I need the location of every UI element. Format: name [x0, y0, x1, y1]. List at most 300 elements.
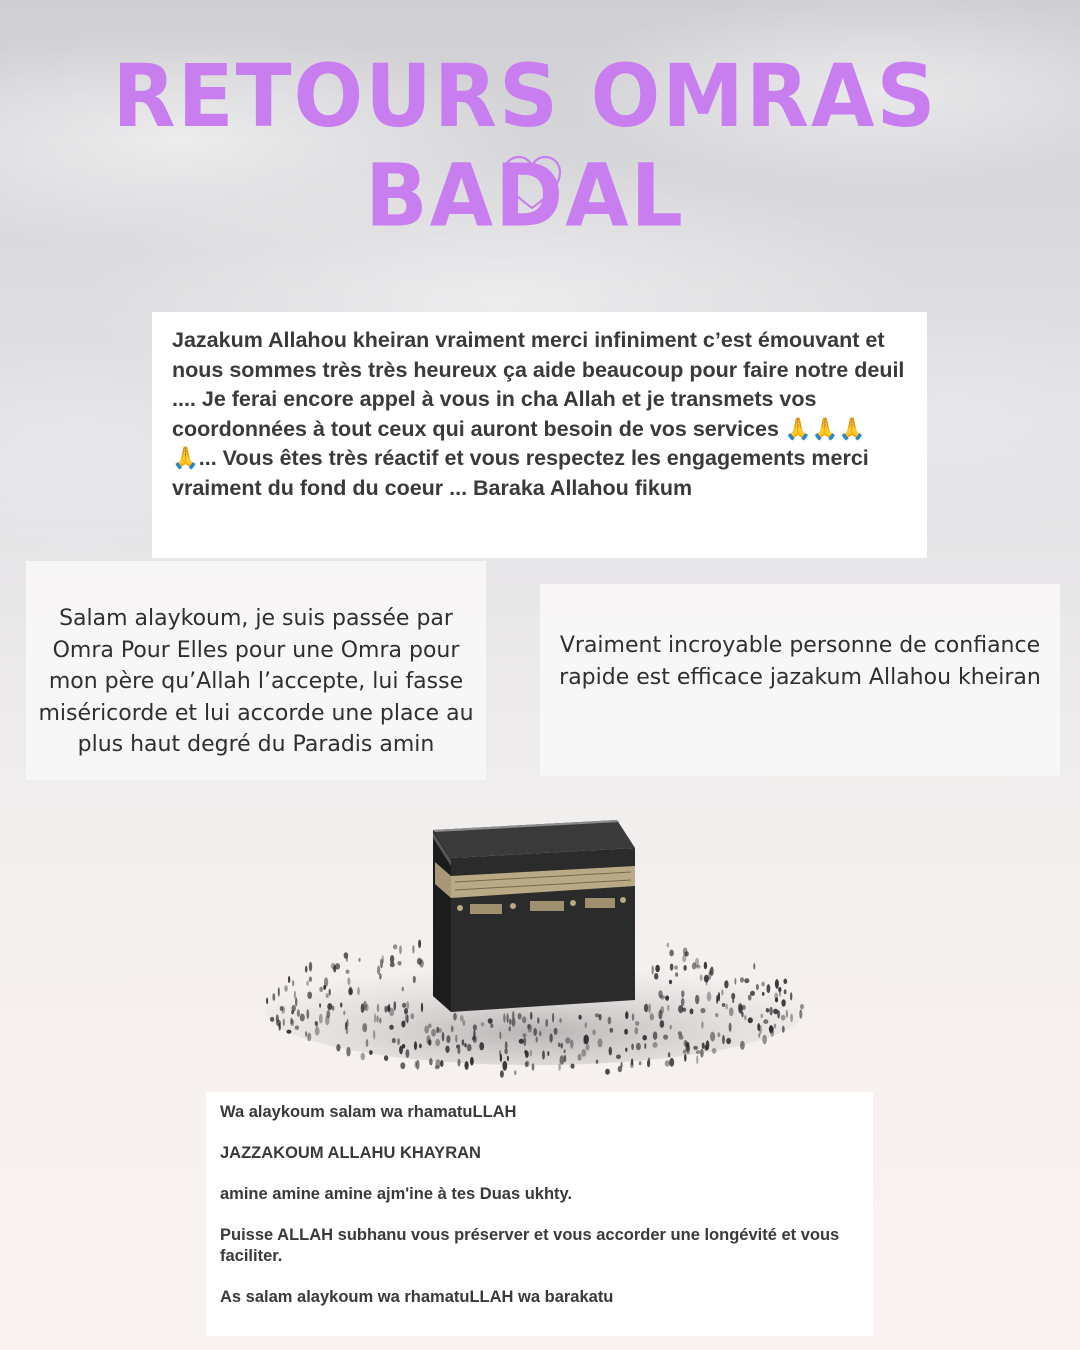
crowd-figure [679, 1035, 684, 1040]
crowd-figure [560, 1055, 565, 1065]
crowd-figure [554, 1028, 558, 1035]
crowd-figure [464, 1061, 468, 1070]
crowd-figure [667, 943, 670, 948]
crowd-figure [309, 977, 312, 982]
crowd-figure [759, 1025, 762, 1035]
crowd-figure [684, 1040, 688, 1046]
crowd-figure [429, 1058, 433, 1065]
crowd-figure [421, 1003, 423, 1013]
crowd-figure [744, 1015, 746, 1020]
testimonial-top-text: Jazakum Allahou kheiran vraiment merci infiniment c’est émouvant et nous sommes très très heureux ça aide beaucoup pour faire notre deuil .... Je ferai encore appel à vous in cha Allah et je transmets vos coordonnées à tout ceux qui auront besoin de vos services 🙏🙏🙏🙏... Vous êtes très réactif et vous respectez les engagements merci vraiment du fond du coeur ... Baraka Allahou fikum [172, 328, 905, 500]
testimonial-card-top [152, 312, 927, 558]
crowd-figure [595, 1013, 600, 1017]
reply-line-5: As salam alaykoum wa rhamatuLLAH wa barakatu [220, 1288, 614, 1306]
crowd-figure [390, 955, 394, 963]
crowd-figure [655, 965, 660, 972]
crowd-figure [419, 959, 423, 967]
crowd-figure [696, 1050, 700, 1054]
crowd-figure [674, 965, 678, 970]
crowd-figure [387, 1005, 390, 1012]
crowd-figure [635, 1021, 640, 1026]
crowd-figure [799, 1009, 802, 1019]
crowd-figure [524, 1050, 527, 1054]
crowd-figure [402, 987, 404, 992]
crowd-figure [376, 1015, 378, 1022]
crowd-figure [690, 1008, 694, 1014]
crowd-figure [558, 1063, 561, 1071]
crowd-figure [654, 973, 658, 980]
page-title: RETOURS OMRAS BADAL [112, 47, 938, 247]
crowd-figure [472, 1036, 475, 1040]
crowd-figure [435, 1039, 440, 1046]
crowd-figure [726, 1038, 731, 1044]
crowd-figure [446, 1035, 450, 1043]
crowd-figure [684, 1054, 686, 1062]
crowd-figure [608, 1017, 612, 1025]
crowd-figure [315, 1027, 320, 1036]
crowd-figure [344, 952, 349, 958]
crowd-figure [377, 1004, 379, 1012]
crowd-figure [505, 1041, 508, 1049]
crowd-figure [503, 1013, 505, 1022]
crowd-figure [345, 1022, 347, 1030]
crowd-figure [774, 1024, 776, 1029]
crowd-figure [621, 1062, 623, 1068]
crowd-figure [369, 1050, 373, 1055]
crowd-figure [380, 959, 383, 969]
crowd-figure [377, 966, 380, 975]
crowd-figure [729, 1023, 732, 1032]
crowd-figure [412, 945, 414, 954]
crowd-figure [665, 1060, 670, 1066]
crowd-figure [393, 944, 398, 949]
crowd-figure [445, 1046, 449, 1053]
crowd-figure [652, 1042, 657, 1048]
crowd-figure [722, 1035, 725, 1045]
crowd-figure [709, 968, 711, 975]
crowd-figure [392, 1038, 396, 1043]
crowd-figure [696, 1055, 698, 1064]
crowd-figure [631, 1044, 634, 1050]
crowd-figure [584, 1035, 589, 1045]
kaaba-illustration [255, 800, 815, 1090]
crowd-figure [400, 1062, 405, 1069]
crowd-figure [542, 1050, 545, 1059]
crowd-figure [570, 1064, 574, 1069]
crowd-figure [509, 1026, 511, 1031]
crowd-figure [470, 1057, 474, 1066]
crowd-figure [578, 1015, 581, 1020]
crowd-figure [700, 1049, 704, 1058]
crowd-figure [712, 1048, 717, 1054]
crowd-figure [399, 945, 402, 954]
crowd-figure [670, 964, 674, 971]
testimonial-card-left [26, 561, 486, 780]
crowd-figure [715, 1013, 718, 1017]
crowd-figure [578, 1054, 582, 1061]
crowd-figure [319, 1014, 323, 1024]
crowd-figure [559, 1018, 562, 1023]
crowd-figure [744, 978, 749, 983]
crowd-figure [547, 1051, 549, 1056]
crowd-figure [670, 1025, 672, 1030]
crowd-figure [402, 1003, 406, 1008]
heart-outline-icon [500, 152, 564, 216]
crowd-figure [760, 1014, 763, 1019]
crowd-figure [324, 977, 328, 987]
crowd-figure [710, 1032, 715, 1042]
crowd-figure [319, 1003, 321, 1008]
crowd-figure [532, 1063, 535, 1071]
crowd-figure [467, 1044, 472, 1051]
crowd-figure [692, 962, 696, 969]
crowd-figure [366, 1039, 369, 1047]
crowd-figure [740, 977, 744, 983]
crowd-figure [329, 989, 331, 996]
crowd-figure [363, 1001, 367, 1011]
crowd-figure [462, 1039, 465, 1045]
crowd-figure [406, 1001, 409, 1009]
crowd-figure [384, 1006, 387, 1013]
crowd-figure [596, 1060, 599, 1064]
crowd-figure [527, 1024, 530, 1029]
crowd-figure [336, 1044, 340, 1051]
crowd-figure [326, 1010, 330, 1018]
crowd-figure [770, 1027, 774, 1037]
crowd-figure [286, 1030, 291, 1034]
crowd-figure [397, 961, 401, 966]
crowd-figure [305, 966, 308, 973]
crowd-figure [800, 1004, 804, 1009]
crowd-figure [762, 992, 765, 996]
crowd-figure [379, 1018, 381, 1024]
crowd-figure [644, 1004, 648, 1013]
crowd-figure [530, 1012, 532, 1020]
crowd-figure [349, 986, 352, 994]
crowd-figure [410, 1013, 414, 1019]
crowd-figure [358, 958, 360, 962]
crowd-figure [704, 1045, 708, 1051]
crowd-figure [683, 1050, 686, 1054]
crowd-figure [545, 1019, 548, 1027]
crowd-figure [700, 974, 703, 981]
crowd-figure [502, 1061, 507, 1071]
crowd-figure [295, 997, 297, 1006]
crowd-figure [499, 1031, 501, 1039]
crowd-figure [319, 987, 323, 992]
crowd-figure [781, 999, 785, 1006]
crowd-figure [742, 1005, 746, 1010]
crowd-figure [362, 1023, 367, 1032]
crowd-figure [440, 1060, 443, 1067]
crowd-figure [306, 981, 308, 986]
crowd-figure [702, 1043, 705, 1049]
crowd-figure [343, 1011, 345, 1016]
crowd-figure [327, 1003, 332, 1010]
crowd-figure [564, 1055, 566, 1062]
crowd-figure [790, 1014, 793, 1023]
crowd-figure [616, 1055, 621, 1060]
crowd-figure [539, 1031, 541, 1036]
crowd-figure [389, 1025, 394, 1030]
crowd-figure [346, 970, 350, 974]
crowd-figure [428, 1039, 431, 1045]
crowd-figure [565, 1037, 570, 1044]
crowd-figure [284, 985, 288, 992]
crowd-figure [307, 992, 312, 999]
crowd-figure [379, 973, 381, 980]
crowd-figure [512, 1018, 516, 1027]
crowd-figure [786, 1010, 788, 1018]
crowd-figure [457, 1048, 460, 1054]
crowd-figure [636, 1043, 641, 1051]
crowd-figure [707, 992, 712, 1002]
crowd-figure [782, 1026, 785, 1033]
crowd-figure [570, 1039, 573, 1048]
crowd-figure [773, 1009, 778, 1015]
crowd-figure [473, 1024, 477, 1030]
crowd-figure [500, 1054, 502, 1062]
crowd-figure [718, 992, 720, 1001]
crowd-figure [722, 1003, 725, 1007]
crowd-figure [631, 1058, 633, 1065]
crowd-figure [297, 1009, 300, 1017]
crowd-figure [669, 950, 674, 957]
crowd-figure [783, 979, 787, 985]
crowd-figure [347, 977, 350, 985]
crowd-figure [784, 989, 787, 994]
crowd-figure [397, 1038, 400, 1045]
crowd-figure [775, 979, 779, 989]
crowd-figure [625, 1011, 628, 1019]
testimonial-left-text: Salam alaykoum, je suis passée par Omra Pour Elles pour une Omra pour mon père qu’Allah l’accepte, lui fasse miséricorde et lui accorde une place au plus haut degré du Paradis amin [38, 606, 474, 757]
crowd-figure [270, 1017, 274, 1022]
crowd-figure [704, 962, 707, 970]
crowd-figure [665, 995, 669, 1000]
crowd-figure [667, 1005, 669, 1011]
crowd-figure [658, 1010, 662, 1020]
crowd-figure [522, 1016, 526, 1023]
crowd-figure [781, 1015, 786, 1021]
crowd-figure [295, 1026, 299, 1030]
crowd-figure [669, 1058, 674, 1067]
crowd-figure [648, 1003, 651, 1013]
crowd-figure [290, 1018, 292, 1025]
crowd-figure [660, 995, 665, 999]
crowd-figure [766, 1008, 770, 1013]
crowd-figure [479, 1042, 484, 1050]
crowd-figure [561, 1043, 564, 1049]
crowd-figure [748, 995, 752, 1001]
crowd-figure [266, 998, 268, 1005]
reply-line-2: JAZZAKOUM ALLAHU KHAYRAN [220, 1144, 481, 1162]
crowd-figure [748, 1017, 753, 1023]
crowd-figure [431, 1029, 436, 1037]
crowd-figure [653, 1032, 658, 1040]
crowd-figure [558, 1043, 561, 1048]
crowd-figure [762, 1035, 767, 1045]
crowd-figure [507, 1013, 509, 1023]
crowd-figure [678, 1005, 683, 1013]
crowd-figure [490, 1023, 493, 1028]
crowd-figure [332, 1006, 334, 1011]
crowd-figure [732, 998, 734, 1003]
crowd-figure [340, 1003, 342, 1008]
crowd-figure [663, 1035, 668, 1040]
crowd-figure [500, 1070, 504, 1078]
crowd-figure [592, 1029, 596, 1035]
crowd-figure [413, 976, 416, 983]
crowd-figure [451, 1026, 454, 1033]
crowd-figure [276, 1014, 279, 1022]
crowd-figure [647, 1059, 650, 1067]
crowd-figure [729, 1007, 734, 1016]
crowd-figure [307, 1033, 311, 1042]
crowd-figure [639, 1061, 642, 1065]
crowd-figure [681, 998, 685, 1006]
crowd-figure [652, 965, 654, 974]
reply-line-3: amine amine amine ajm'ine à tes Duas ukhty. [220, 1185, 573, 1203]
crowd-figure [305, 1031, 307, 1037]
crowd-figure [668, 1052, 670, 1057]
crowd-figure [507, 1056, 509, 1061]
crowd-figure [610, 1028, 614, 1033]
crowd-figure [716, 995, 718, 1004]
testimonial-card-bottom [206, 1092, 873, 1336]
testimonial-right-text: Vraiment incroyable personne de confiance rapide est efficace jazakum Allahou kheiran [559, 633, 1041, 690]
crowd-figure [519, 1039, 524, 1044]
crowd-figure [717, 1032, 720, 1037]
crowd-figure [374, 1013, 376, 1023]
crowd-figure [300, 1014, 305, 1022]
crowd-figure [740, 1041, 745, 1050]
crowd-figure [406, 1049, 410, 1058]
crowd-figure [761, 982, 764, 987]
crowd-figure [419, 1044, 422, 1049]
crowd-figure [693, 1046, 698, 1050]
crowd-figure [700, 1008, 705, 1013]
crowd-figure [778, 987, 782, 992]
crowd-figure [753, 963, 755, 970]
crowd-figure [525, 1061, 528, 1067]
crowd-figure [605, 1069, 610, 1075]
crowd-figure [361, 1053, 366, 1061]
crowd-figure [632, 1013, 634, 1021]
crowd-figure [436, 1027, 439, 1033]
crowd-figure [706, 977, 708, 986]
crowd-figure [769, 1007, 772, 1016]
crowd-figure [292, 980, 294, 986]
testimonial-card-right [540, 584, 1060, 776]
crowd-figure [453, 1013, 457, 1021]
crowd-figure [624, 1029, 628, 1035]
crowd-figure [414, 1041, 417, 1050]
crowd-figure [756, 984, 759, 990]
crowd-figure [552, 1013, 554, 1023]
reply-line-4: Puisse ALLAH subhanu vous préserver et vous accorder une longévité et vous faciliter. [220, 1226, 840, 1265]
crowd-figure [424, 1026, 429, 1034]
crowd-figure [504, 1048, 508, 1054]
crowd-figure [394, 1001, 397, 1011]
crowd-figure [523, 1033, 527, 1037]
crowd-figure [533, 1028, 537, 1036]
crowd-figure [537, 1017, 539, 1024]
crowd-figure [399, 1046, 403, 1055]
crowd-figure [509, 1019, 511, 1025]
crowd-figure [767, 984, 771, 993]
crowd-figure [675, 972, 678, 977]
crowd-figure [683, 965, 686, 971]
crowd-figure [488, 1018, 493, 1023]
crowd-figure [415, 1061, 417, 1068]
crowd-figure [407, 1014, 409, 1023]
crowd-figure [536, 1037, 538, 1043]
crowd-figure [462, 1020, 465, 1026]
crowd-figure [292, 1005, 296, 1012]
crowd-figure [775, 997, 778, 1002]
crowd-figure [635, 1027, 639, 1034]
crowd-figure [701, 1021, 703, 1029]
crowd-figure [272, 993, 275, 1001]
crowd-figure [585, 1022, 588, 1028]
crowd-figure [669, 980, 672, 984]
crowd-figure [457, 1059, 460, 1067]
crowd-figure [418, 940, 421, 949]
crowd-figure [642, 1035, 647, 1041]
crowd-figure [442, 1032, 445, 1042]
crowd-figure [428, 1024, 431, 1029]
crowd-figure [763, 1019, 768, 1024]
crowd-figure [790, 992, 792, 1000]
crowd-figure [464, 1043, 466, 1047]
crowd-figure [725, 1004, 728, 1010]
crowd-figure [390, 962, 395, 967]
crowd-figure [721, 989, 723, 995]
crowd-figure [280, 1006, 284, 1011]
reply-line-1: Wa alaykoum salam wa rhamatuLLAH [220, 1103, 517, 1121]
crowd-figure [279, 1023, 281, 1031]
crowd-figure [549, 1033, 552, 1042]
crowd-figure [598, 1038, 603, 1047]
crowd-figure [681, 990, 684, 997]
crowd-figure [435, 1059, 440, 1068]
crowd-figure [514, 1070, 517, 1075]
crowd-figure [481, 1022, 484, 1026]
crowd-figure [518, 1013, 522, 1020]
crowd-figure [288, 976, 290, 983]
crowd-figure [625, 1048, 627, 1052]
crowd-figure [315, 1021, 318, 1027]
crowd-figure [650, 1013, 654, 1020]
crowd-figure [401, 1021, 405, 1028]
crowd-figure [644, 1043, 646, 1049]
crowd-figure [278, 987, 280, 997]
crowd-figure [724, 980, 728, 988]
crowd-figure [455, 1035, 457, 1043]
crowd-figure [346, 1047, 350, 1057]
crowd-figure [373, 1030, 375, 1040]
crowd-figure [685, 951, 689, 956]
crowd-figure [384, 1055, 388, 1061]
crowd-figure [660, 1020, 665, 1028]
crowd-figure [695, 995, 699, 1004]
crowd-figure [581, 1049, 586, 1057]
crowd-figure [530, 1050, 532, 1057]
crowd-figure [357, 987, 360, 995]
crowd-figure [283, 1019, 285, 1027]
crowd-figure [564, 1049, 566, 1053]
crowd-figure [309, 962, 312, 972]
